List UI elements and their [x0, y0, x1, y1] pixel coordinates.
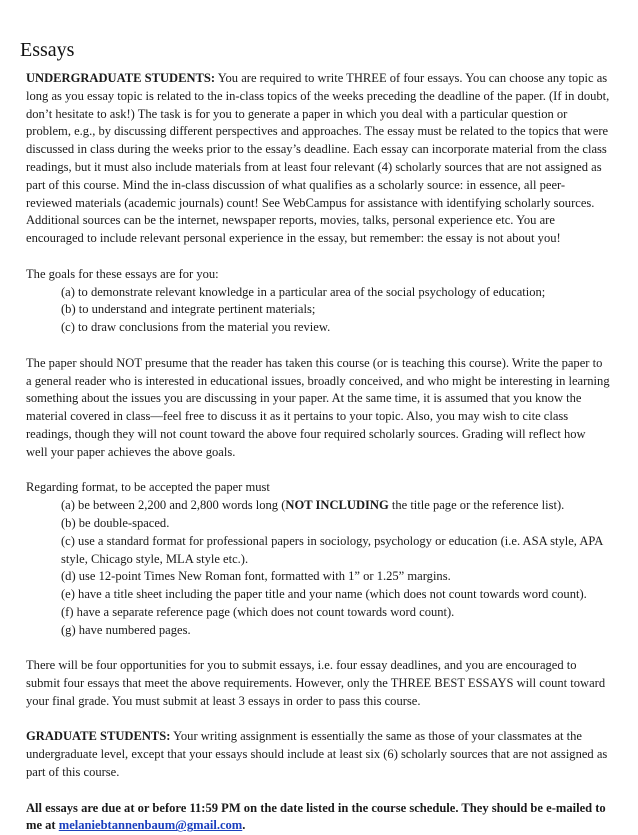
graduate-label: GRADUATE STUDENTS:	[26, 729, 171, 744]
goal-item-c: (c) to draw conclusions from the material you review.	[61, 320, 331, 335]
deadline-paragraph: All essays are due at or before 11:59 PM on the date listed in the course schedule. They should be e-mailed to me at melaniebtannenbaum@gmail.com.	[26, 800, 606, 833]
not-including-emphasis: NOT INCLUDING	[285, 498, 389, 513]
email-link[interactable]: melaniebtannenbaum@gmail.com	[58, 818, 243, 833]
opportunities-paragraph: There will be four opportunities for you to submit essays, i.e. four essay deadlines, and you are encouraged to submit four essays that meet the above requirements. However, only the THREE BEST ESSAYS will count toward your final grade. You must submit at least 3 essays in order to pass this course.	[26, 658, 606, 708]
format-item-g: (g) have numbered pages.	[61, 622, 191, 637]
graduate-text: Your writing assignment is essentially the same as those of your classmates at the undergraduate level, except that your essays should include at least six (6) scholarly sources that are not assigned as part of this course.	[26, 729, 608, 780]
document-body	[20, 70, 610, 835]
goal-item-a: (a) to demonstrate relevant knowledge in a particular area of the social psychology of education;	[61, 284, 546, 299]
deadline-text: All essays are due at or before 11:59 PM on the date listed in the course schedule. They should be e-mailed to me at	[26, 800, 606, 833]
goal-item-b: (b) to understand and integrate pertinent materials;	[61, 302, 316, 317]
format-item-f: (f) have a separate reference page (which does not count towards word count).	[61, 604, 455, 619]
format-intro: Regarding format, to be accepted the paper must	[26, 480, 270, 495]
goals-intro: The goals for these essays are for you:	[26, 266, 219, 281]
format-item-d: (d) use 12-point Times New Roman font, formatted with 1” or 1.25” margins.	[61, 569, 451, 584]
undergrad-paragraph	[26, 70, 610, 248]
format-item-b: (b) be double-spaced.	[61, 515, 170, 530]
presume-paragraph: The paper should NOT presume that the reader has taken this course (or is teaching this course). Write the paper to a general reader who is interested in educational issues, broadly conceived, and who might be interesting in learning something about the issues you are discussing in your paper. At the same time, it is assumed that you know the material covered in class—feel free to discuss it as it pertains to your topic. Also, you may wish to cite class readings, though they will not count toward the above four required scholarly sources. Grading will reflect how well your paper achieves the above goals.	[26, 355, 610, 459]
format-item-e: (e) have a title sheet including the paper title and your name (which does not count towards word count).	[61, 587, 587, 602]
format-item-c: (c) use a standard format for professional papers in sociology, psychology or education (i.e. ASA style, APA style, Chicago style, MLA style etc.).	[61, 533, 603, 566]
page-title: Essays	[20, 39, 75, 61]
undergrad-label: UNDERGRADUATE STUDENTS:	[26, 71, 216, 85]
undergrad-text: You are required to write THREE of four essays. You can choose any topic as long as you essay topic is related to the in-class topics of the weeks preceding the deadline of the paper. (If in doubt, don’t hesitate to ask!) The task is for you to generate a paper in which you deal with a particular question or problem, e.g., by discussing different perspectives and approaches. The essay must be related to the topics that were discussed in class during the weeks prior to the essay’s deadline. Each essay can incorporate material from the class readings, but it must also include materials from at least four relevant (4) scholarly sources that are not assigned as part of this course. Mind the in-class discussion of what qualifies as a scholarly source: in essence, all peer-reviewed materials (academic journals) count! See WebCampus for assistance with identifying scholarly sources. Additional sources can be the internet, newspaper reports, movies, talks, personal experience etc. You are encouraged to include relevant personal experience in the essay, but remember: the essay is not about you!	[26, 71, 610, 246]
graduate-paragraph	[26, 728, 610, 781]
format-item-a: (a) be between 2,200 and 2,800 words long (NOT INCLUDING the title page or the reference list).	[61, 498, 565, 513]
